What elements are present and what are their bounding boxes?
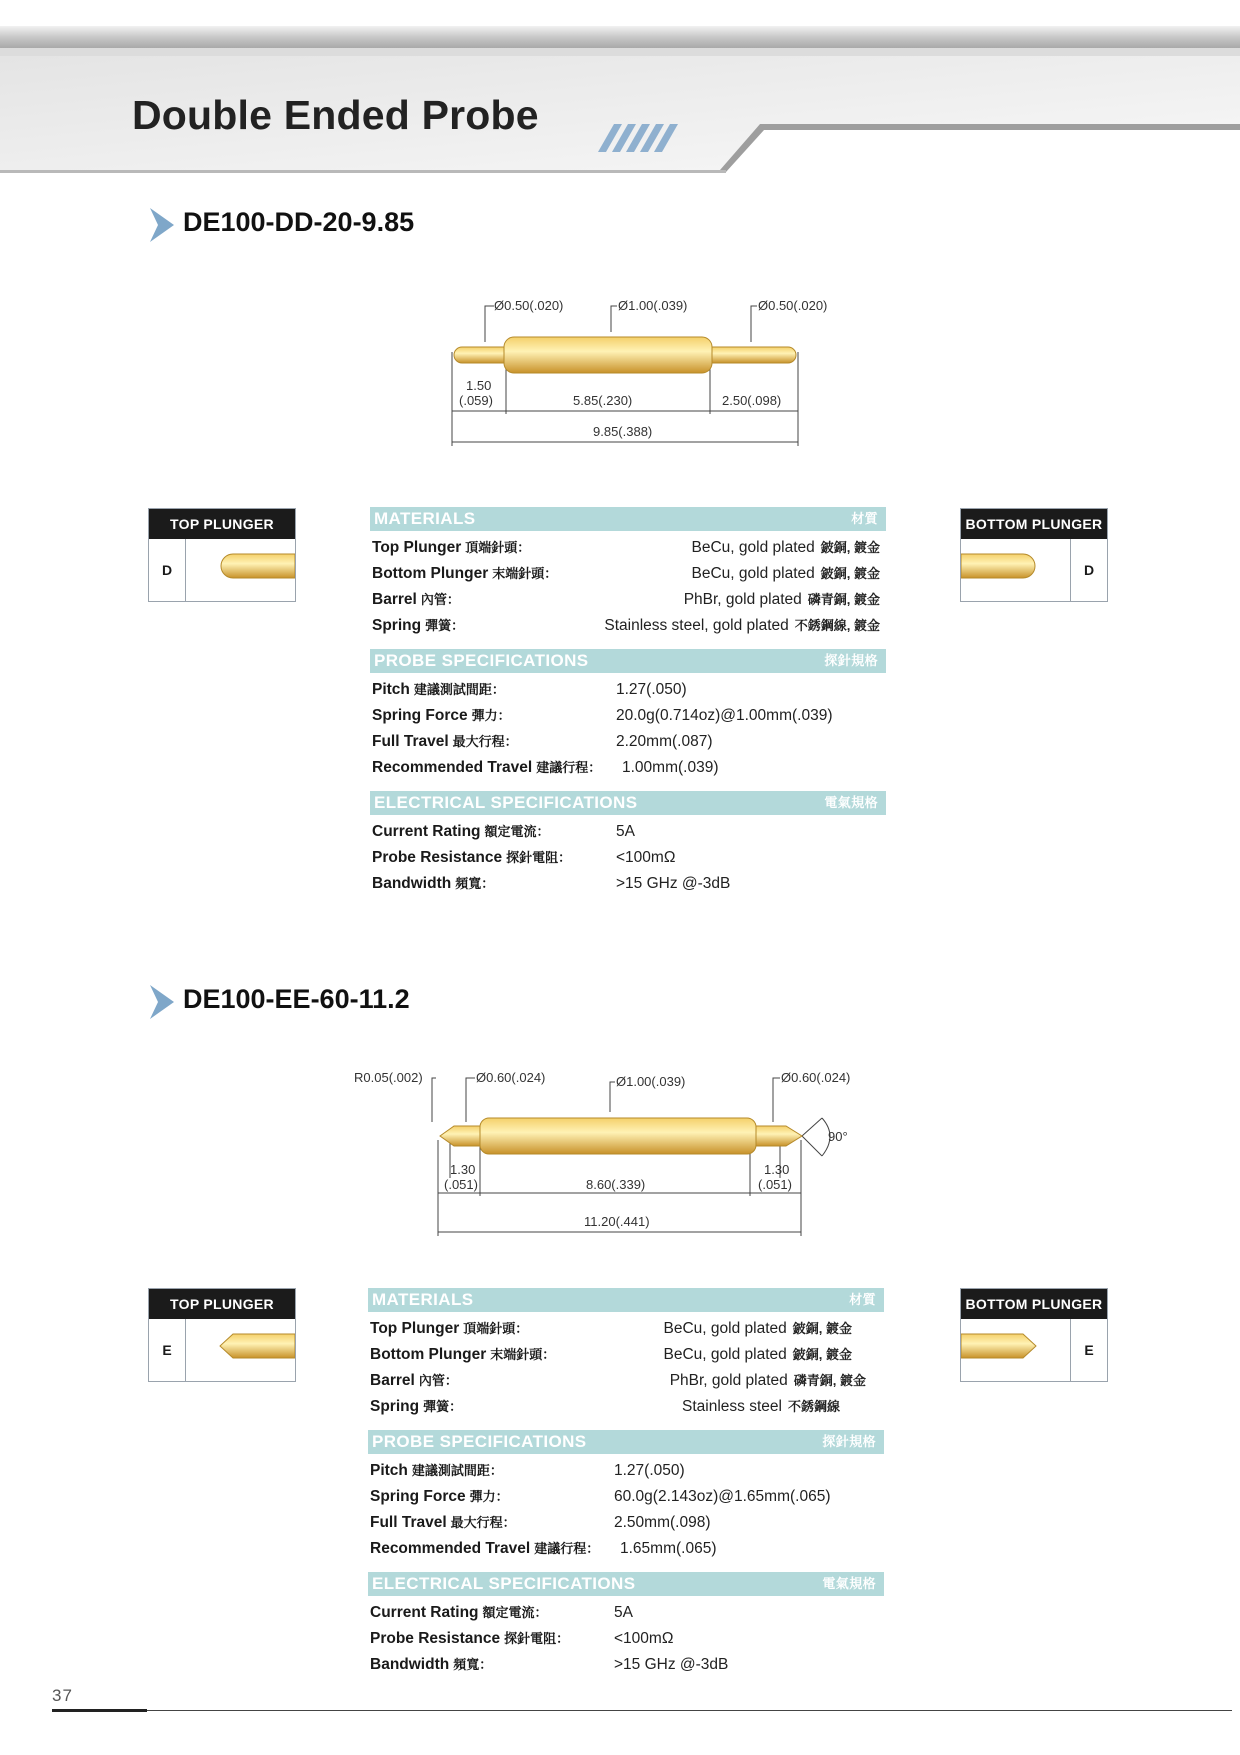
dim-label: Ø0.60(.024) (476, 1070, 546, 1085)
spec-row: Top Plunger 頂端針頭： BeCu, gold plated 鈹銅, 鍍金 (370, 1320, 852, 1337)
spec-row: Bandwidth 頻寬： >15 GHz @-3dB (372, 875, 731, 892)
dim-label: (.059) (459, 393, 493, 408)
bottom-plunger-box (960, 508, 1108, 602)
footer-divider-accent (52, 1709, 147, 1712)
probe-drawing (440, 290, 860, 460)
top-plunger-label: TOP PLUNGER (149, 1289, 295, 1319)
electrical-spec-header: ELECTRICAL SPECIFICATIONS 電氣規格 (370, 791, 886, 815)
dim-label: 90° (828, 1129, 848, 1144)
spec-row: Full Travel 最大行程： 2.50mm(.098) (370, 1514, 711, 1531)
spec-row: Top Plunger 頂端針頭： BeCu, gold plated 鈹銅, 鍍金 (372, 539, 880, 556)
page-title: Double Ended Probe (132, 92, 539, 138)
section-arrow-icon (148, 206, 176, 244)
plunger-e-icon (961, 1333, 1037, 1359)
product-title: DE100-EE-60-11.2 (183, 984, 410, 1014)
spec-row: Bottom Plunger 末端針頭： BeCu, gold plated 鈹銅, 鍍金 (372, 565, 880, 582)
product-title: DE100-DD-20-9.85 (183, 207, 415, 237)
dim-label: R0.05(.002) (354, 1070, 423, 1085)
dim-label: (.051) (444, 1177, 478, 1192)
dim-label: Ø0.50(.020) (758, 298, 828, 313)
probe-spec-header: PROBE SPECIFICATIONS 探針規格 (368, 1430, 884, 1454)
bottom-plunger-label: BOTTOM PLUNGER (961, 1289, 1107, 1319)
spec-row: Recommended Travel 建議行程： 1.00mm(.039) (372, 759, 719, 776)
spec-row: Probe Resistance 探針電阻： <100mΩ (370, 1630, 674, 1647)
plunger-d-icon (961, 553, 1037, 579)
dim-label: 1.50 (466, 378, 492, 393)
probe-spec-header: PROBE SPECIFICATIONS 探針規格 (370, 649, 886, 673)
spec-row: Spring Force 彈力： 20.0g(0.714oz)@1.00mm(.039) (372, 707, 833, 724)
spec-row: Barrel 內管： PhBr, gold plated 磷青銅, 鍍金 (370, 1372, 866, 1389)
spec-row: Spring 彈簧： Stainless steel 不銹鋼線 (370, 1398, 840, 1415)
plunger-d-icon (219, 553, 295, 579)
spec-row: Bandwidth 頻寬： >15 GHz @-3dB (370, 1656, 729, 1673)
dim-label: 1.30 (450, 1162, 476, 1177)
dim-label: 8.60(.339) (586, 1177, 646, 1192)
dim-label: 1.30 (764, 1162, 790, 1177)
plunger-code: D (1083, 562, 1095, 578)
top-plunger-label: TOP PLUNGER (149, 509, 295, 539)
spec-row: Barrel 內管： PhBr, gold plated 磷青銅, 鍍金 (372, 591, 880, 608)
spec-row: Bottom Plunger 末端針頭： BeCu, gold plated 鈹銅, 鍍金 (370, 1346, 852, 1363)
plunger-code: E (1084, 1342, 1094, 1358)
top-plunger-box (148, 508, 296, 602)
electrical-spec-header: ELECTRICAL SPECIFICATIONS 電氣規格 (368, 1572, 884, 1596)
dim-label: (.051) (758, 1177, 792, 1192)
dim-label: Ø0.60(.024) (781, 1070, 851, 1085)
top-plunger-box (148, 1288, 296, 1382)
plunger-code: E (162, 1342, 172, 1358)
materials-table (370, 507, 886, 897)
spec-row: Recommended Travel 建議行程： 1.65mm(.065) (370, 1540, 717, 1557)
spec-row: Spring Force 彈力： 60.0g(2.143oz)@1.65mm(.065) (370, 1488, 831, 1505)
materials-table (368, 1288, 884, 1678)
spec-row: Full Travel 最大行程： 2.20mm(.087) (372, 733, 713, 750)
plunger-code: D (161, 562, 173, 578)
probe-drawing (350, 1060, 870, 1240)
spec-row: Current Rating 額定電流： 5A (370, 1604, 633, 1621)
page-number: 37 (52, 1686, 73, 1705)
dim-label: 2.50(.098) (722, 393, 782, 408)
spec-row: Probe Resistance 探針電阻： <100mΩ (372, 849, 676, 866)
dim-label: 11.20(.441) (584, 1214, 650, 1229)
plunger-e-icon (219, 1333, 295, 1359)
dim-label: 9.85(.388) (593, 424, 653, 439)
spec-row: Pitch 建議測試間距： 1.27(.050) (370, 1462, 685, 1479)
bottom-plunger-box (960, 1288, 1108, 1382)
dim-label: Ø1.00(.039) (618, 298, 688, 313)
footer-divider (52, 1710, 1232, 1711)
dim-label: 5.85(.230) (573, 393, 633, 408)
dim-label: Ø1.00(.039) (616, 1074, 686, 1089)
spec-row: Current Rating 額定電流： 5A (372, 823, 635, 840)
bottom-plunger-label: BOTTOM PLUNGER (961, 509, 1107, 539)
dim-label: Ø0.50(.020) (494, 298, 564, 313)
materials-header: MATERIALS 材質 (370, 507, 886, 531)
materials-header: MATERIALS 材質 (368, 1288, 884, 1312)
spec-row: Pitch 建議測試間距： 1.27(.050) (372, 681, 687, 698)
section-arrow-icon (148, 983, 176, 1021)
spec-row: Spring 彈簧： Stainless steel, gold plated 不銹鋼線, 鍍金 (372, 617, 880, 634)
